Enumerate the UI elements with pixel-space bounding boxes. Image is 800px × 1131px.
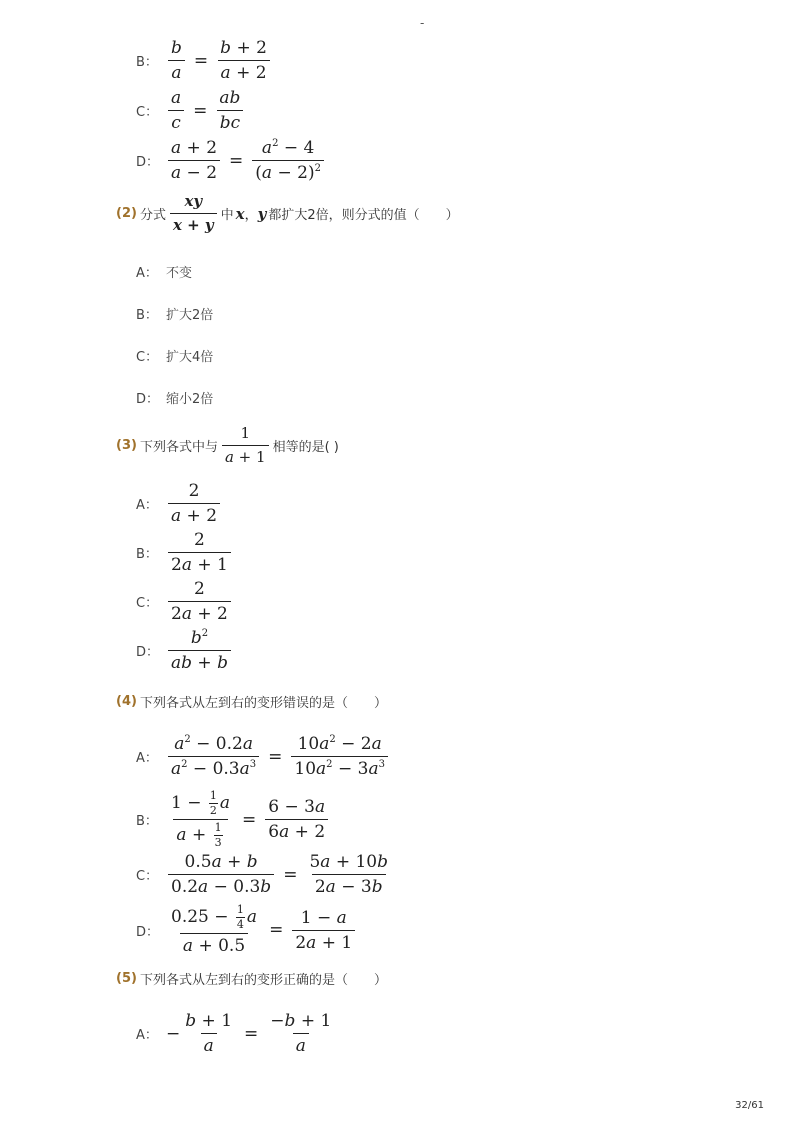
q2-option-a[interactable]: [136, 262, 192, 281]
option-text: 扩大2倍: [166, 308, 214, 323]
q1-option-d[interactable]: [136, 138, 326, 183]
q4-option-a[interactable]: [136, 734, 390, 779]
q3-a-formula: $\frac{2}{a + 2}$: [166, 481, 222, 526]
option-label: D：: [136, 155, 160, 170]
option-text: 缩小2倍: [166, 392, 214, 407]
option-label: B：: [136, 547, 158, 562]
page-mark: -: [420, 16, 425, 30]
option-label: D：: [136, 924, 160, 940]
question-text-suffix: 相等的是( ): [272, 440, 339, 455]
q3-fraction: $\frac{1}{a + 1}$: [220, 424, 271, 467]
option-label: A：: [136, 751, 158, 766]
option-label: C：: [136, 869, 159, 884]
q1-c-formula: $\frac{a}{c}$ = $\frac{ab}{bc}$: [166, 88, 245, 133]
q5-a-formula: − $\frac{b + 1}{a}$ = $\frac{-b + 1}{a}$: [166, 1011, 332, 1056]
option-label: A：: [136, 498, 158, 513]
option-label: B：: [136, 55, 158, 70]
q3-option-b[interactable]: [136, 530, 233, 575]
option-label: C：: [136, 596, 159, 611]
option-label: B：: [136, 308, 158, 323]
option-text: 扩大4倍: [166, 350, 214, 365]
question-3: [116, 424, 339, 467]
q1-option-b[interactable]: [136, 38, 272, 83]
option-label: D：: [136, 392, 160, 407]
q3-d-formula: $\frac{b^2}{ab + b}$: [166, 628, 233, 673]
q3-option-a[interactable]: [136, 481, 222, 526]
option-text: 不变: [166, 266, 193, 281]
q2-option-d[interactable]: [136, 388, 213, 407]
q3-b-formula: $\frac{2}{2a + 1}$: [166, 530, 233, 575]
question-2: [116, 192, 459, 235]
q2-vars: x ， y: [235, 204, 267, 223]
question-number: (3): [116, 438, 137, 453]
q4-c-formula: $\frac{0.5a + b}{0.2a - 0.3b}$ = $\frac{5a + 10b}{2a - 3b}$: [166, 852, 393, 897]
q1-option-c[interactable]: [136, 88, 245, 133]
question-text: 下列各式从左到右的变形错误的是（ ）: [139, 696, 387, 711]
option-label: A：: [136, 266, 158, 281]
question-number: (2): [116, 206, 137, 221]
q2-fraction: $\frac{xy}{x + y}$: [168, 192, 219, 235]
option-label: A：: [136, 1028, 158, 1043]
q3-option-c[interactable]: [136, 579, 233, 624]
option-label: D：: [136, 645, 160, 660]
q4-d-formula: 0.25 − $\frac{1}{4}$ a a + 0.5 = $\frac{1 - a}{2a + 1}$: [166, 904, 357, 956]
question-text-prefix: 下列各式中与: [139, 440, 218, 455]
q2-option-c[interactable]: [136, 346, 213, 365]
q4-option-d[interactable]: [136, 904, 357, 956]
q4-option-c[interactable]: [136, 852, 393, 897]
question-4: [116, 692, 387, 711]
question-text-prefix: 分式: [139, 208, 166, 223]
q2-option-b[interactable]: [136, 304, 213, 323]
option-label: C：: [136, 350, 159, 365]
question-text-middle: 中: [220, 208, 234, 223]
question-text-suffix: 都扩大2倍，则分式的值（ ）: [268, 208, 459, 223]
q1-d-formula: $\frac{a + 2}{a - 2}$ = $\frac{a^2 - 4}{(a - 2)^2}$: [166, 138, 326, 183]
q3-option-d[interactable]: [136, 628, 233, 673]
option-label: B：: [136, 814, 158, 829]
q4-b-formula: 1 − $\frac{1}{2}$ a a + $\frac{1}{3}$ = $\frac{6 - 3a}{6a + 2}$: [166, 790, 330, 849]
q5-option-a[interactable]: [136, 1011, 336, 1056]
option-label: C：: [136, 105, 159, 120]
question-text: 下列各式从左到右的变形正确的是（ ）: [139, 973, 387, 988]
q4-option-b[interactable]: [136, 790, 330, 849]
page-number: 32/61: [735, 1100, 764, 1111]
question-5: [116, 969, 387, 988]
q3-c-formula: $\frac{2}{2a + 2}$: [166, 579, 233, 624]
question-number: (5): [116, 971, 137, 986]
q4-a-formula: $\frac{a^2 - 0.2a}{a^2 - 0.3a^3}$ = $\frac{10a^2 - 2a}{10a^2 - 3a^3}$: [166, 734, 390, 779]
q1-b-formula: $\frac{b}{a}$ = $\frac{b + 2}{a + 2}$: [166, 38, 272, 83]
question-number: (4): [116, 694, 137, 709]
